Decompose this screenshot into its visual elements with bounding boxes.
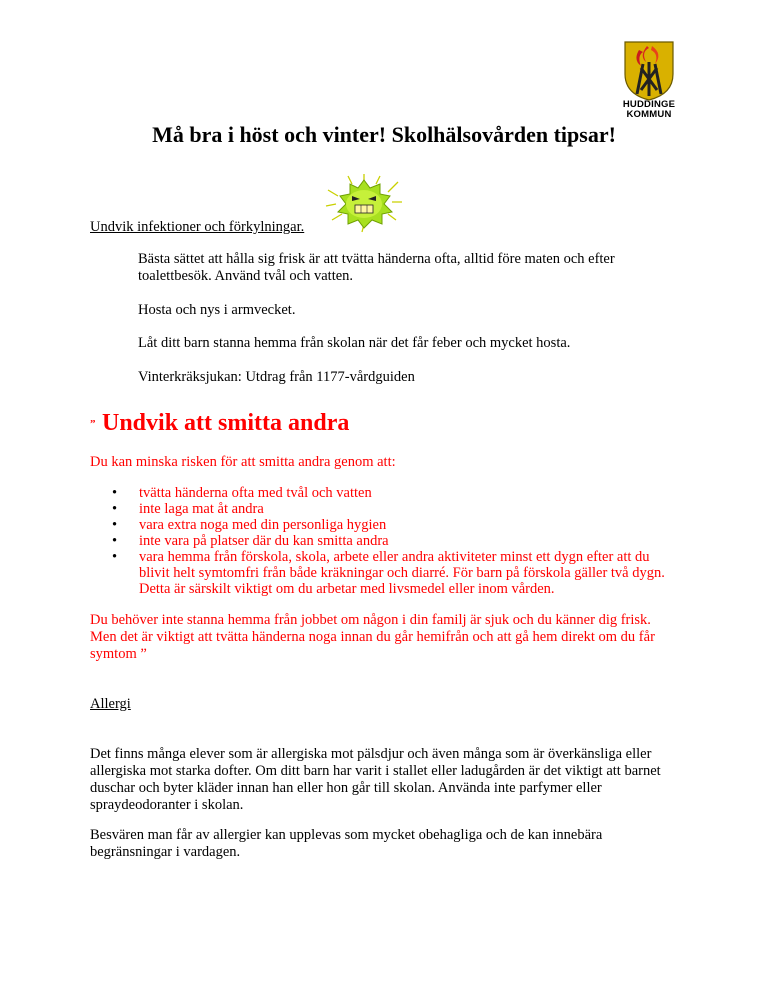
list-item: • inte laga mat åt andra <box>112 501 264 517</box>
logo-line-2: KOMMUN <box>626 109 672 120</box>
paragraph-allergy-2: Besvären man får av allergier kan upplevas som mycket obehagliga och de kan innebära begränsningar i vardagen. <box>90 827 603 860</box>
list-item: • inte vara på platser där du kan smitta andra <box>112 533 389 549</box>
paragraph-handwashing: Bästa sättet att hålla sig frisk är att tvätta händerna ofta, alltid före maten och efter toalettbesök. Använd tvål och vatten. <box>138 251 615 284</box>
virus-illustration <box>318 172 410 234</box>
paragraph-allergy-1: Det finns många elever som är allergiska mot pälsdjur och även många som är överkänsliga eller allergiska mot starka dofter. Om ditt barn har varit i stallet eller ladugården är det viktigt att barnet duschar och byter kläder innan han eller hon går till skolan. Använda inte parfymer eller spraydeodoranter i skolan. <box>90 746 661 813</box>
list-item: • vara hemma från förskola, skola, arbete eller andra aktiviteter minst ett dygn efter att du blivit helt symtomfri från både kräkningar och diarré. För barn på förskola gäller två dygn. Detta är särskilt viktigt om du arbetar med livsmedel eller inom vården. <box>112 549 665 597</box>
page-title: Må bra i höst och vinter! Skolhälsovården tipsar! <box>152 122 616 147</box>
bullet-dot: • <box>112 501 118 517</box>
section-heading-infections: Undvik infektioner och förkylningar. <box>90 219 305 235</box>
bullet-dot: • <box>112 549 118 565</box>
quote-intro: Du kan minska risken för att smitta andra genom att: <box>90 454 396 470</box>
bullet-dot: • <box>112 517 118 533</box>
paragraph-source: Vinterkräksjukan: Utdrag från 1177-vårdguiden <box>138 369 415 385</box>
quote-heading: Undvik att smitta andra <box>102 410 350 436</box>
logo-text <box>606 100 692 120</box>
quote-closing: Du behöver inte stanna hemma från jobbet om någon i din familj är sjuk och du känner dig frisk. Men det är viktigt att tvätta händerna noga innan du går hemifrån och att gå hem direkt om du får symtom ” <box>90 612 655 662</box>
paragraph-cough: Hosta och nys i armvecket. <box>138 302 296 318</box>
paragraph-stay-home: Låt ditt barn stanna hemma från skolan när det får feber och mycket hosta. <box>138 335 571 351</box>
section-heading-allergy: Allergi <box>90 696 131 712</box>
opening-quote-mark: ” <box>90 418 96 430</box>
list-item: • tvätta händerna ofta med tvål och vatten <box>112 485 372 501</box>
list-item: • vara extra noga med din personliga hygien <box>112 517 387 533</box>
bullet-dot: • <box>112 533 118 549</box>
bullet-list <box>112 485 672 597</box>
bullet-dot: • <box>112 485 118 501</box>
logo-line-1: HUDDINGE <box>622 99 676 110</box>
